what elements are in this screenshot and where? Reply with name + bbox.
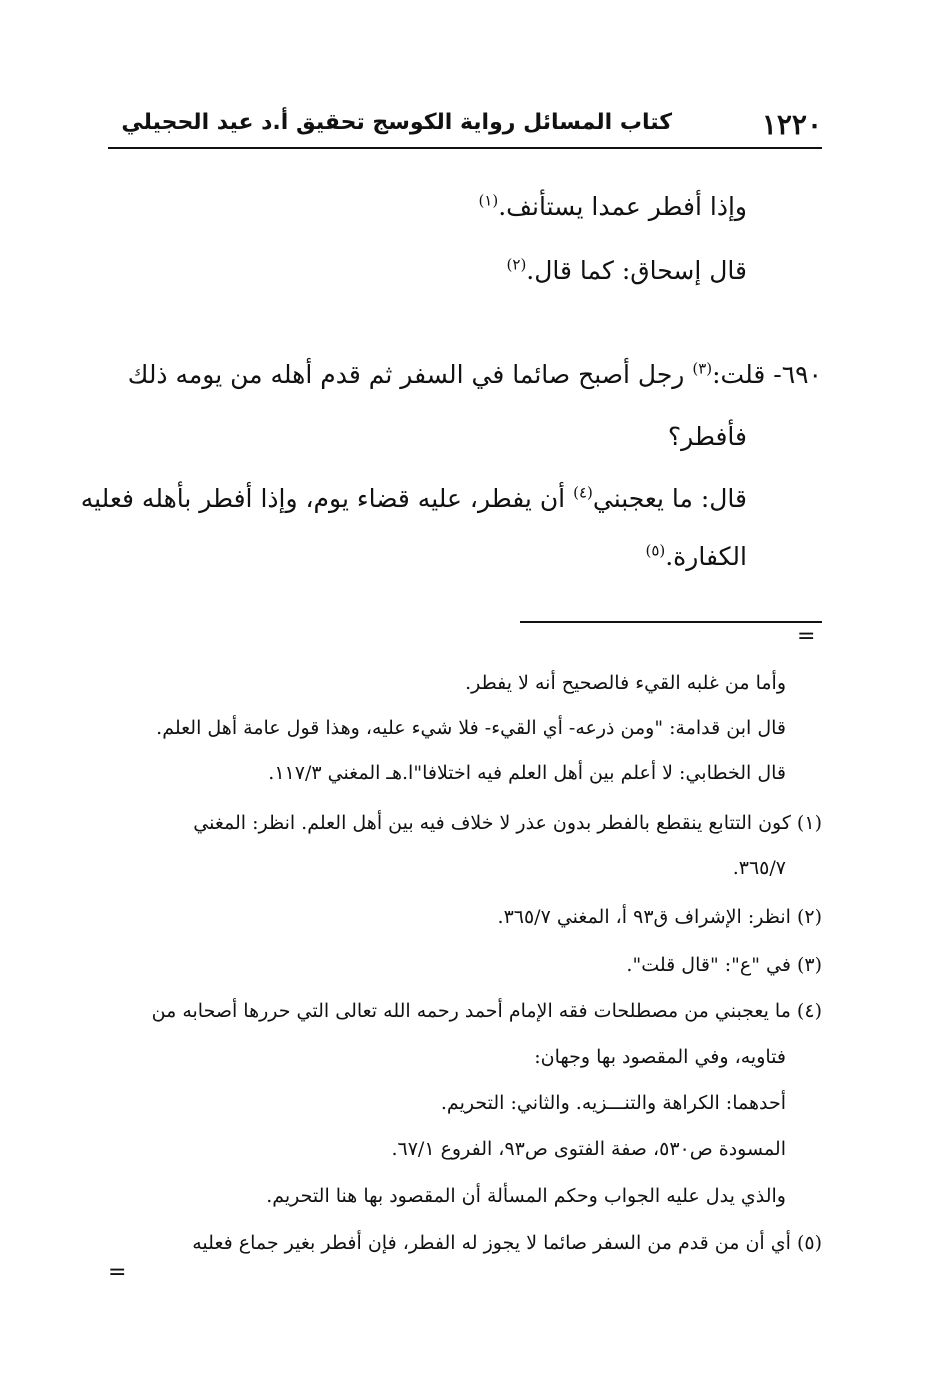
continuation-mark-top: = xyxy=(797,624,816,649)
footnote-line: (١) كون التتابع ينقطع بالفطر بدون عذر لا خلاف فيه بين أهل العلم. انظر: المغني xyxy=(193,812,822,834)
footnote-line: والذي يدل عليه الجواب وحكم المسألة أن المقصود بها هنا التحريم. xyxy=(266,1185,786,1207)
text-line: وإذا أفطر عمدا يستأنف.$^{(١)}$ xyxy=(478,191,747,221)
footnote-line: (٥) أي أن من قدم من السفر صائما لا يجوز له الفطر، فإن أفطر بغير جماع فعليه xyxy=(192,1232,822,1254)
footnote-rule xyxy=(520,621,822,623)
footnote-ref: (٢) xyxy=(506,255,527,274)
text-line: ٦٩٠- قلت:$^{(٣)}$ رجل أصبح صائما في السفر ثم قدم أهله من يومه ذلك xyxy=(127,359,822,389)
footnote-line: فتاويه، وفي المقصود بها وجهان: xyxy=(534,1046,786,1068)
text-line: قال إسحاق: كما قال.$^{(٢)}$ xyxy=(506,255,747,285)
footnote-line: ٣٦٥/٧. xyxy=(732,857,786,879)
footnote-line: (٤) ما يعجبني من مصطلحات فقه الإمام أحمد رحمه الله تعالى التي حررها أصحابه من xyxy=(151,1000,822,1022)
footnote-line: وأما من غلبه القيء فالصحيح أنه لا يفطر. xyxy=(465,672,786,694)
footnote-ref: (٥) xyxy=(645,541,666,560)
footnote-line: قال ابن قدامة: "ومن ذرعه- أي القيء- فلا شيء عليه، وهذا قول عامة أهل العلم. xyxy=(156,717,786,739)
text-line: الكفارة.$^{(٥)}$ xyxy=(645,541,747,571)
page-number: ١٢٢٠ xyxy=(761,108,822,141)
footnote-line: (٢) انظر: الإشراف ق٩٣ أ، المغني ٣٦٥/٧. xyxy=(497,906,822,928)
footnote-line: أحدهما: الكراهة والتنـــزيه. والثاني: التحريم. xyxy=(440,1092,786,1114)
footnote-ref: (٤) xyxy=(573,483,593,502)
running-title: كتاب المسائل رواية الكوسج تحقيق أ.د عيد الحجيلي xyxy=(121,110,672,135)
footnote-line: قال الخطابي: لا أعلم بين أهل العلم فيه اختلافا"ا.هـ المغني ١١٧/٣. xyxy=(268,762,786,784)
footnote-line: (٣) في "ع": "قال قلت". xyxy=(626,954,822,976)
page-header xyxy=(108,104,822,148)
footnote-ref: (١) xyxy=(478,191,499,210)
text-line: قال: ما يعجبني$^{(٤)}$ أن يفطر، عليه قضاء يوم، وإذا أفطر بأهله فعليه xyxy=(80,483,747,513)
header-rule xyxy=(108,147,822,149)
continuation-mark-bottom: = xyxy=(108,1260,127,1285)
footnote-line: المسودة ص٥٣٠، صفة الفتوى ص٩٣، الفروع ٦٧/١. xyxy=(391,1138,786,1160)
footnote-ref: (٣) xyxy=(692,359,713,378)
text-line: فأفطر؟ xyxy=(667,422,747,451)
